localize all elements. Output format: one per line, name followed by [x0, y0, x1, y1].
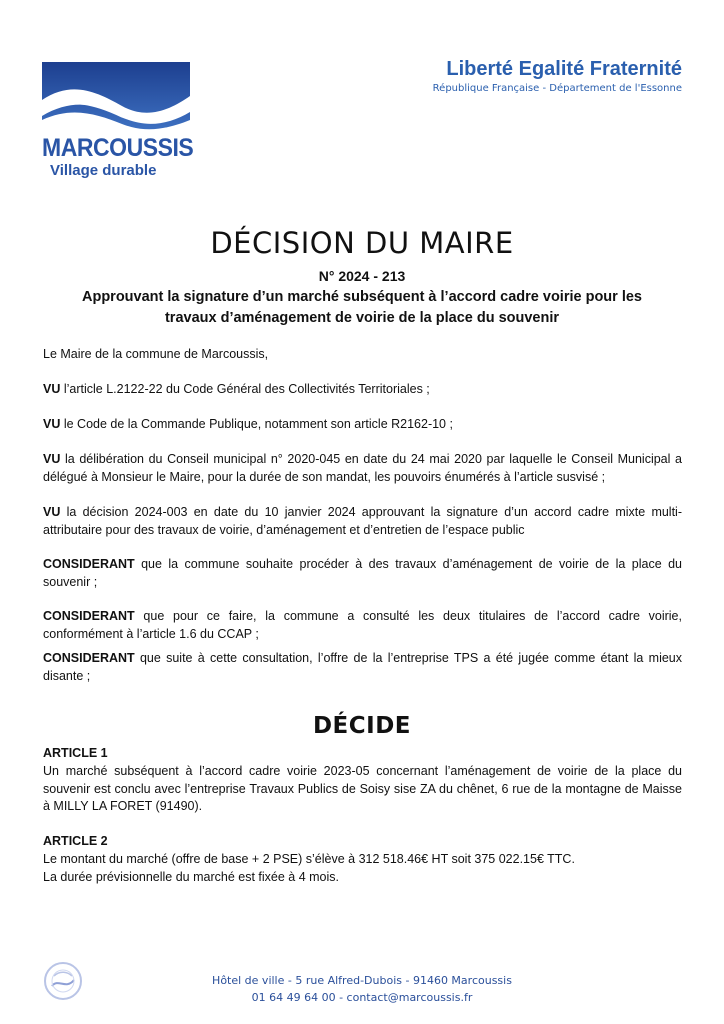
article-2-title: ARTICLE 2 — [43, 834, 108, 848]
visa-paragraph — [43, 451, 682, 486]
visa-paragraph — [43, 504, 682, 539]
visa-paragraph — [43, 381, 682, 399]
article-1-title: ARTICLE 1 — [43, 746, 108, 760]
republic-motto — [433, 58, 682, 94]
visa-keyword: VU — [43, 417, 61, 431]
article-2-line-2: La durée prévisionnelle du marché est fixée à 4 mois. — [43, 869, 339, 884]
considerant-paragraph — [43, 608, 682, 643]
decide-heading: DÉCIDE — [312, 713, 412, 739]
footer — [0, 972, 724, 1006]
considerant-keyword: CONSIDERANT — [43, 609, 135, 623]
logo-name: MARCOUSSIS — [42, 134, 194, 162]
visa-keyword: VU — [43, 382, 61, 396]
visa-paragraph — [43, 416, 682, 434]
considerant-paragraph — [43, 650, 682, 685]
visa-text: la décision 2024-003 en date du 10 janvier 2024 approuvant la signature d’un accord cadre mixte multi-attributaire pour des travaux de voirie, d’aménagement et d’entretien de l’espace public — [43, 505, 682, 537]
footer-contact: 01 64 49 64 00 - contact@marcoussis.fr — [251, 991, 473, 1004]
article-2-text — [43, 851, 682, 886]
marcoussis-logo — [42, 62, 194, 182]
decision-number: N° 2024 - 213 — [318, 268, 406, 284]
article-2-line-1: Le montant du marché (offre de base + 2 PSE) s’élève à 312 518.46€ HT soit 375 022.15€ TTC. — [43, 852, 575, 866]
subject-line-1: Approuvant la signature d’un marché subséquent à l’accord cadre voirie pour les — [81, 289, 642, 305]
motto-title: Liberté Egalité Fraternité — [446, 58, 682, 80]
footer-address: Hôtel de ville - 5 rue Alfred-Dubois - 91460 Marcoussis — [212, 974, 512, 987]
visa-text: l’article L.2122-22 du Code Général des Collectivités Territoriales ; — [60, 382, 430, 396]
visa-keyword: VU — [43, 505, 61, 519]
logo-wave-icon — [42, 62, 190, 134]
subject-line-2: travaux d’aménagement de voirie de la place du souvenir — [164, 310, 560, 326]
considerant-keyword: CONSIDERANT — [43, 651, 135, 665]
considerant-text: que pour ce faire, la commune a consulté les deux titulaires de l’accord cadre voirie, conformément à l’article 1.6 du CCAP ; — [43, 609, 682, 641]
decision-subject — [60, 287, 664, 329]
visa-text: le Code de la Commande Publique, notamment son article R2162-10 ; — [60, 417, 453, 431]
motto-subtitle: République Française - Département de l'Essonne — [432, 83, 682, 94]
document-title: DÉCISION DU MAIRE — [210, 226, 514, 260]
considerant-text: que suite à cette consultation, l’offre de la l’entreprise TPS a été jugée comme étant la mieux disante ; — [43, 651, 682, 683]
intro-paragraph: Le Maire de la commune de Marcoussis, — [43, 347, 269, 361]
article-1-text: Un marché subséquent à l’accord cadre voirie 2023-05 concernant l’aménagement de voirie de la place du souvenir est conclu avec l’entreprise Travaux Publics de Soisy sise ZA du chênet, 6 rue de la montagne de Maisse à MILLY LA FORET (91490). — [43, 764, 682, 813]
visa-text: la délibération du Conseil municipal n° 2020-045 en date du 24 mai 2020 par laquelle le Conseil Municipal a délégué à Monsieur le Maire, pour la durée de son mandat, les pouvoirs énumérés à l’article susvisé ; — [43, 452, 682, 484]
considerant-text: que la commune souhaite procéder à des travaux d’aménagement de voirie de la place du souvenir ; — [43, 557, 682, 589]
logo-subtitle: Village durable — [50, 162, 157, 179]
considerant-paragraph — [43, 556, 682, 591]
visa-keyword: VU — [43, 452, 61, 466]
considerant-keyword: CONSIDERANT — [43, 557, 135, 571]
